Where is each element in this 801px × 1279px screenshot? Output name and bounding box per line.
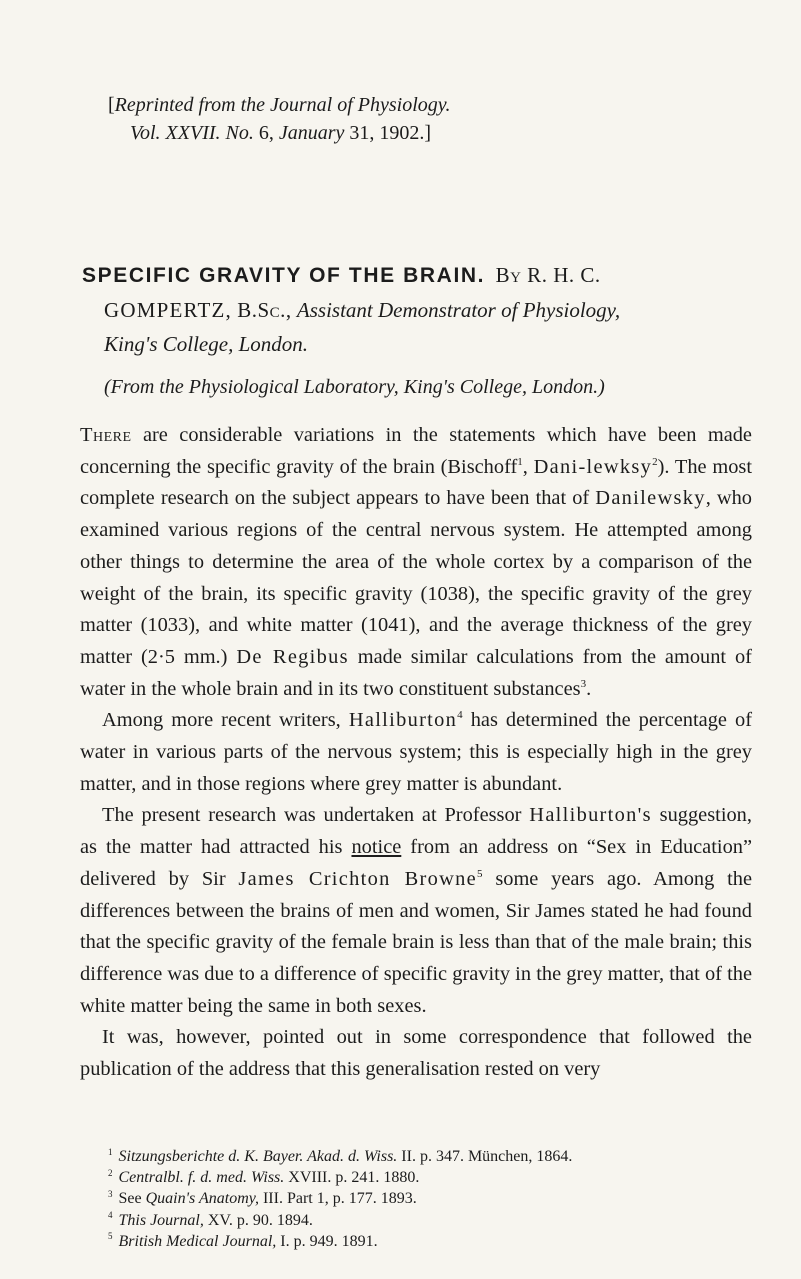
footnote-detail: I. p. 949. 1891. — [276, 1232, 378, 1250]
reprint-notice — [108, 91, 748, 147]
author-affiliation: King's College, London. — [104, 332, 309, 356]
footnote-source: Quain's Anatomy, — [145, 1190, 259, 1208]
text-run: from an address on “Sex in Education” delivered by Sir — [80, 836, 753, 890]
issue-number: 6, — [258, 122, 274, 144]
footnote-number: 4 — [108, 1210, 113, 1221]
footnote-3 — [108, 1188, 758, 1209]
text-run: , — [522, 455, 534, 478]
text-run: are considerable variations in the statements which have been made concerning the specific gravity of the brain (Bischoff — [80, 424, 752, 478]
paragraph-4 — [80, 1022, 752, 1085]
footnote-ref: 1 — [517, 455, 523, 468]
article-title-block — [82, 258, 732, 361]
text-run: ). The most complete research on the subject appears to have been that of — [80, 455, 752, 510]
text-run: some years ago. Among the differences between the brains of men and women, Sir James stated he had found that the specific gravity of the female brain is less than that of the male brain; this difference was due to a difference of specific gravity in the grey matter, that of the white matter being the same in both sexes. — [80, 867, 753, 1017]
issue-date: 31, 1902.] — [349, 122, 432, 144]
footnote-source: This Journal, — [118, 1211, 204, 1229]
footnote-detail: XV. p. 90. 1894. — [203, 1211, 313, 1229]
footnote-source: Centralbl. f. d. med. Wiss. — [118, 1169, 285, 1187]
text-run: It was, however, pointed out in some correspondence that followed the publication of the address that this generalisation rested on very — [80, 1026, 752, 1081]
footnote-source: Sitzungsberichte d. K. Bayer. Akad. d. Wiss. — [118, 1148, 398, 1165]
footnote-prefix: See — [118, 1190, 146, 1208]
footnote-source: British Medical Journal, — [118, 1232, 277, 1250]
author-degree: B.Sc., — [237, 298, 292, 322]
open-bracket: [ — [108, 94, 115, 116]
footnote-ref: 4 — [457, 709, 463, 722]
author-name: GOMPERTZ, — [104, 298, 232, 322]
article-body — [80, 420, 752, 1086]
footnote-detail: XVIII. p. 241. 1880. — [284, 1169, 420, 1187]
footnote-ref: 2 — [652, 455, 658, 468]
author-ref: James Crichton Browne — [238, 867, 478, 890]
text-run: , who examined various regions of the central nervous system. He attempted among other things to determine the area of the whole cortex by a comparison of the weight of the brain, its specific gravity (1038), the specific gravity of the grey matter (1033), and white matter (1041), and the average thickness of the grey matter (2·5 mm.) — [80, 487, 753, 668]
footnotes — [108, 1146, 758, 1252]
author-ref: Dani-lewksy — [533, 455, 653, 478]
author-role: Assistant Demonstrator of Physiology, — [296, 298, 621, 322]
paragraph-3 — [80, 800, 752, 1022]
footnote-ref: 3 — [580, 677, 587, 690]
author-ref: Halliburton's — [529, 804, 652, 827]
by-line: By R. H. C. — [495, 263, 601, 287]
author-ref: Halliburton — [348, 709, 458, 732]
text-run: made similar calculations from the amount of water in the whole brain and in its two constituent substances — [80, 645, 752, 700]
text-run: The present research was undertaken at Professor — [102, 804, 530, 827]
paragraph-1 — [80, 420, 752, 705]
author-ref: Danilewsky — [595, 487, 706, 510]
laboratory-line: (From the Physiological Laboratory, King's College, London.) — [104, 376, 605, 398]
footnote-number: 3 — [108, 1189, 113, 1200]
volume-label: Vol. XXVII. No. — [130, 122, 254, 144]
text-run: has determined the percentage of water in various parts of the nervous system; this is especially high in the grey matter, and in those regions where grey matter is abundant. — [80, 709, 753, 795]
issue-month: January — [278, 122, 345, 144]
footnote-5 — [108, 1231, 758, 1252]
text-run: Among more recent writers, — [102, 709, 349, 732]
footnote-number: 1 — [108, 1146, 113, 1157]
footnote-1 — [108, 1146, 758, 1167]
footnote-detail: II. p. 347. München, 1864. — [397, 1148, 573, 1165]
text-run: suggestion, as the matter had attracted his — [80, 804, 752, 859]
reprint-source: Reprinted from the Journal of Physiology. — [114, 94, 451, 116]
article-title: SPECIFIC GRAVITY OF THE BRAIN. — [82, 264, 486, 287]
footnote-ref: 5 — [477, 868, 483, 881]
footnote-4 — [108, 1210, 758, 1231]
lead-word: There — [80, 424, 132, 446]
footnote-number: 5 — [108, 1231, 113, 1242]
text-run: . — [586, 677, 592, 700]
paragraph-2 — [80, 705, 752, 800]
underlined-word: notice — [351, 836, 402, 859]
footnote-detail: III. Part 1, p. 177. 1893. — [258, 1190, 417, 1208]
footnote-2 — [108, 1167, 758, 1188]
footnote-number: 2 — [108, 1167, 113, 1178]
author-ref: De Regibus — [236, 645, 349, 668]
